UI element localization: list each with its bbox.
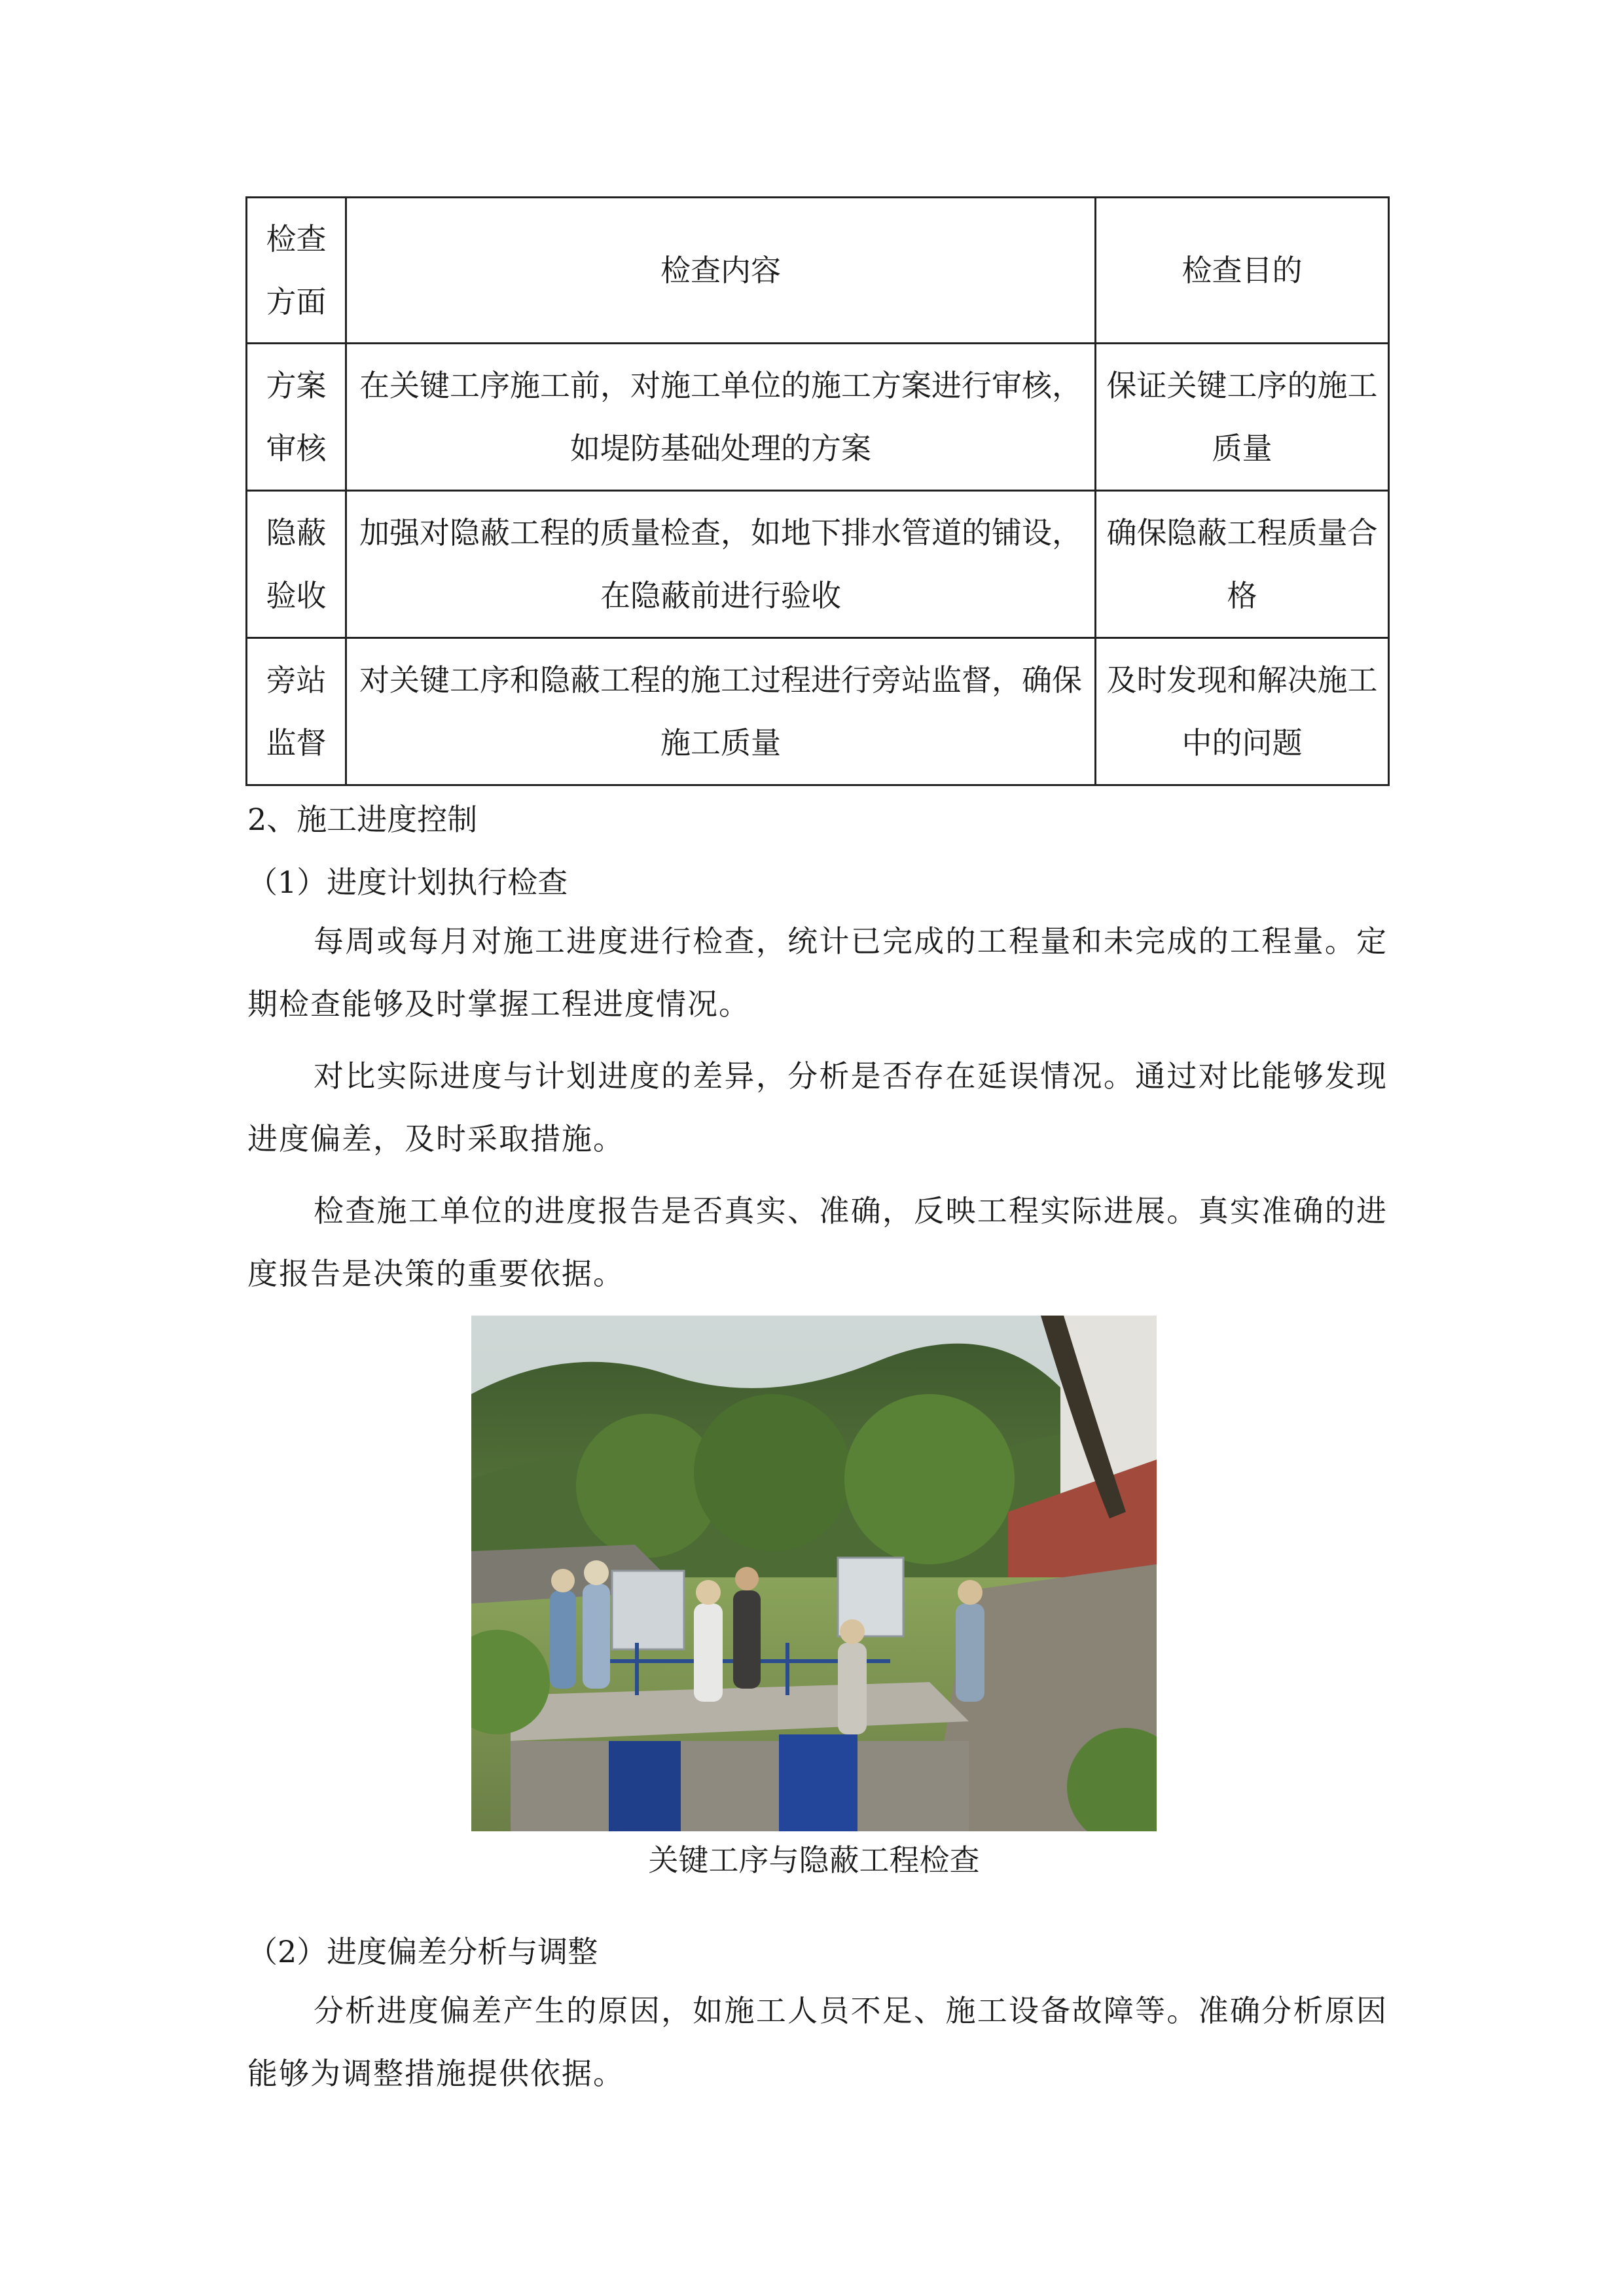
row-aspect: [247, 638, 346, 785]
figure-caption: 关键工序与隐蔽工程检查: [648, 1842, 980, 1878]
table-header-row: [247, 198, 1389, 344]
row-purpose-text: 确保隐蔽工程质量合格: [1106, 515, 1378, 613]
row-purpose: [1096, 491, 1389, 638]
table-row: [247, 491, 1389, 638]
section-heading: 2、施工进度控制: [247, 802, 478, 837]
row-aspect-text: 旁站监督: [266, 662, 327, 761]
row-aspect: [247, 491, 346, 638]
row-aspect-text: 隐蔽验收: [266, 515, 327, 613]
header-content-text: 检查内容: [660, 253, 781, 288]
site-inspection-photo: [471, 1316, 1157, 1831]
row-content-text: 在关键工序施工前，对施工单位的施工方案进行审核，如堤防基础处理的方案: [359, 368, 1082, 466]
subsection-heading-1: （1）进度计划执行检查: [247, 865, 568, 900]
row-content: [346, 491, 1096, 638]
paragraph-3: 检查施工单位的进度报告是否真实、准确，反映工程实际进展。真实准确的进度报告是决策的重要依据。: [247, 1193, 1388, 1291]
row-purpose-text: 保证关键工序的施工质量: [1106, 368, 1378, 466]
header-purpose-text: 检查目的: [1182, 253, 1303, 288]
header-aspect: [247, 198, 346, 344]
row-content: [346, 638, 1096, 785]
subsection-heading-2: （2）进度偏差分析与调整: [247, 1934, 598, 1969]
paragraph-1: 每周或每月对施工进度进行检查，统计已完成的工程量和未完成的工程量。定期检查能够及时掌握工程进度情况。: [247, 924, 1388, 1022]
row-purpose: [1096, 344, 1389, 491]
header-content: [346, 198, 1096, 344]
row-aspect: [247, 344, 346, 491]
header-purpose: [1096, 198, 1389, 344]
inspection-table: [245, 196, 1390, 786]
table-row: [247, 638, 1389, 785]
row-content: [346, 344, 1096, 491]
table-row: [247, 344, 1389, 491]
row-purpose: [1096, 638, 1389, 785]
paragraph-4: 分析进度偏差产生的原因，如施工人员不足、施工设备故障等。准确分析原因能够为调整措施提供依据。: [247, 1993, 1388, 2091]
row-aspect-text: 方案审核: [266, 368, 327, 466]
row-purpose-text: 及时发现和解决施工中的问题: [1106, 662, 1378, 761]
row-content-text: 对关键工序和隐蔽工程的施工过程进行旁站监督，确保施工质量: [359, 662, 1082, 761]
paragraph-2: 对比实际进度与计划进度的差异，分析是否存在延误情况。通过对比能够发现进度偏差，及时采取措施。: [247, 1058, 1388, 1157]
header-aspect-text: 检查方面: [266, 221, 327, 319]
row-content-text: 加强对隐蔽工程的质量检查，如地下排水管道的铺设，在隐蔽前进行验收: [359, 515, 1082, 613]
